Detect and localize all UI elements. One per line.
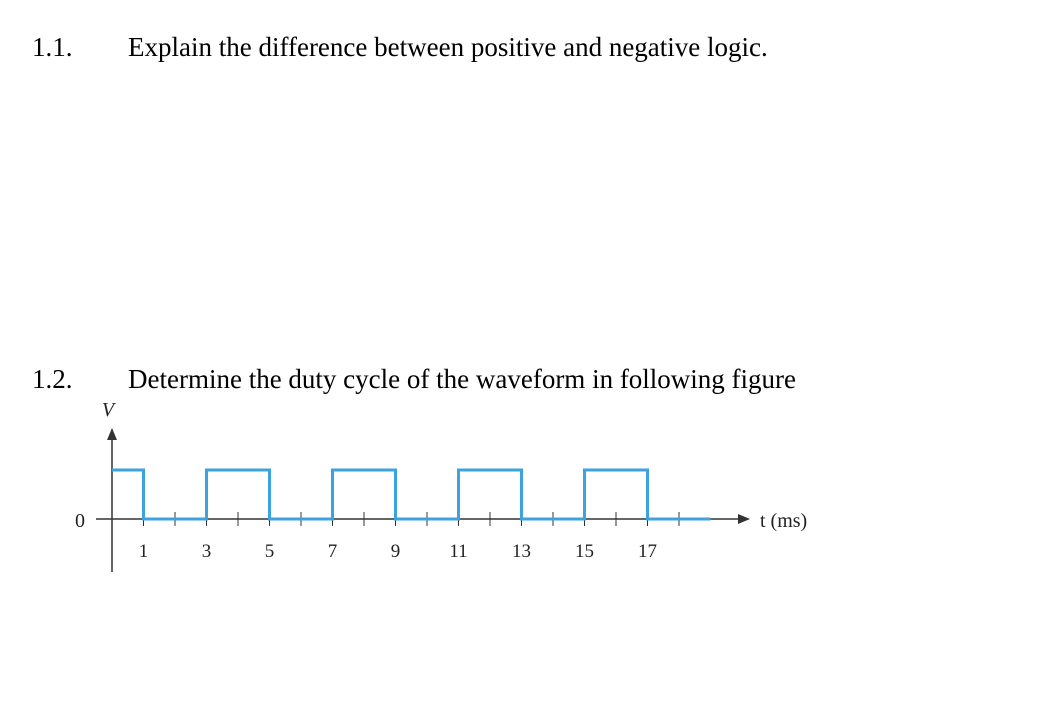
question-1-number: 1.1. [32, 32, 73, 62]
x-tick-label: 11 [449, 541, 468, 562]
x-tick-label: 9 [390, 541, 401, 562]
origin-label: 0 [75, 510, 85, 532]
question-2-number: 1.2. [32, 364, 73, 394]
question-2-text: Determine the duty cycle of the waveform in following figure [128, 364, 797, 394]
x-tick-label: 17 [638, 541, 657, 562]
x-tick-label: 15 [575, 541, 594, 562]
y-axis-arrow [107, 428, 117, 440]
x-axis-arrow [738, 514, 750, 524]
question-1-text: Explain the difference between positive and negative logic. [128, 32, 768, 62]
x-axis-label: t (ms) [760, 510, 808, 532]
waveform-line [112, 470, 711, 519]
waveform-figure [0, 390, 1040, 590]
y-axis-label: V [101, 399, 115, 421]
waveform [112, 470, 711, 519]
x-tick-label: 7 [327, 541, 338, 562]
x-tick-label: 5 [264, 541, 275, 562]
x-tick-label: 1 [138, 541, 149, 562]
x-tick-label: 3 [201, 541, 212, 562]
x-tick-label: 13 [512, 541, 531, 562]
